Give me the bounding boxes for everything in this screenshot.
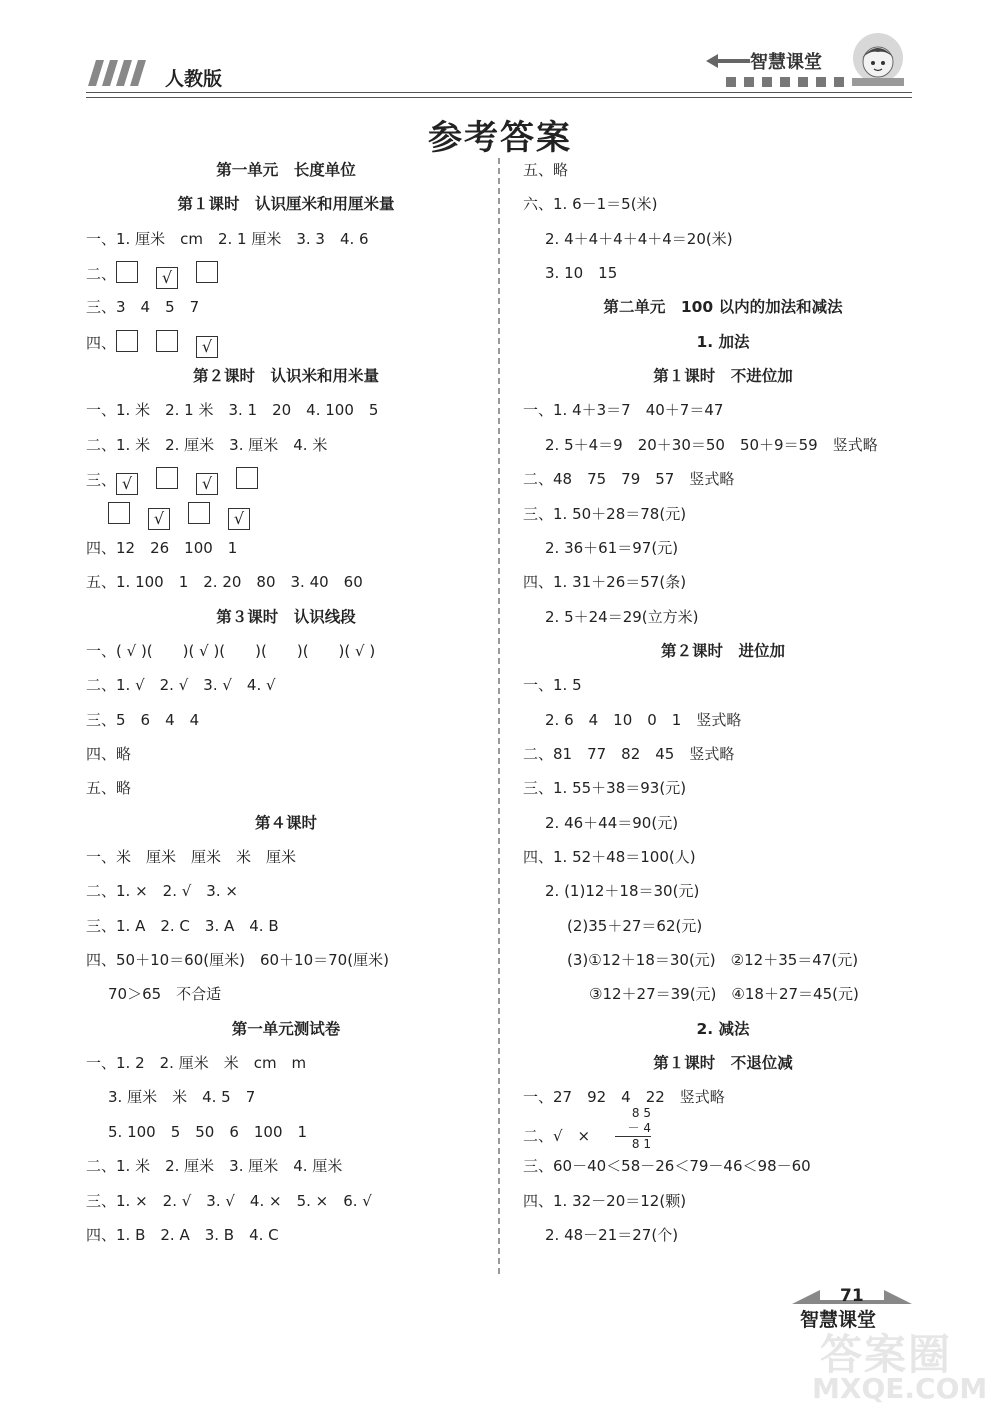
answer-line: 三、5 6 4 4 xyxy=(86,710,200,729)
answer-line: 一、27 92 4 22 竖式略 xyxy=(523,1088,725,1107)
answer-line: 2. 36＋61＝97(元) xyxy=(545,538,679,557)
header-rule xyxy=(86,92,912,98)
answer-label: 二、 xyxy=(86,265,117,284)
answer-line: 2. 4＋4＋4＋4＋4＝20(米) xyxy=(545,229,733,248)
answer-line: 2. 48－21＝27(个) xyxy=(545,1225,679,1244)
answer-line: 2. 6 4 10 0 1 竖式略 xyxy=(545,710,742,729)
answer-line: (2)35＋27＝62(元) xyxy=(567,916,703,935)
header-brand: 智慧课堂 xyxy=(750,52,822,73)
answer-line: 2. (1)12＋18＝30(元) xyxy=(545,882,700,901)
section-heading: 第３课时 认识线段 xyxy=(216,607,356,626)
arrow-left-icon xyxy=(706,54,750,68)
answer-box xyxy=(156,330,178,352)
answer-line: 一、米 厘米 厘米 米 厘米 xyxy=(86,848,297,866)
answer-line: 四、1. 31＋26＝57(条) xyxy=(523,573,687,592)
answer-label: 三、 xyxy=(86,471,117,490)
answer-line: 一、1. 2 2. 厘米 米 cm m xyxy=(86,1054,307,1073)
answer-box: √ xyxy=(156,267,178,289)
section-heading: 第１课时 认识厘米和用厘米量 xyxy=(177,195,395,214)
footer-brand: 智慧课堂 xyxy=(800,1309,877,1331)
vertical-calc-row: － 4 xyxy=(615,1121,651,1137)
answer-line: 五、略 xyxy=(86,779,132,798)
answer-line: 二、48 75 79 57 竖式略 xyxy=(523,470,735,489)
answer-line: 六、1. 6－1＝5(米) xyxy=(523,195,658,214)
answer-box xyxy=(236,467,258,489)
answer-line: 70＞65 不合适 xyxy=(108,985,222,1004)
answer-box xyxy=(116,330,138,352)
section-heading: 第一单元测试卷 xyxy=(231,1019,341,1038)
answer-line: 五、1. 100 1 2. 20 80 3. 40 60 xyxy=(86,573,363,592)
page-title: 参考答案 xyxy=(428,118,572,158)
answer-label: 四、 xyxy=(86,333,117,352)
answer-box: √ xyxy=(148,508,170,530)
answer-box: √ xyxy=(196,336,218,358)
section-heading: 第２课时 进位加 xyxy=(660,641,785,660)
answer-line: 二、1. 米 2. 厘米 3. 厘米 4. 米 xyxy=(86,435,328,454)
answer-line: 三、60－40＜58－26＜79－46＜98－60 xyxy=(523,1157,811,1176)
answer-line: 三、1. 55＋38＝93(元) xyxy=(523,779,687,798)
answer-line: 三、1. × 2. √ 3. √ 4. × 5. × 6. √ xyxy=(86,1191,372,1210)
answer-box xyxy=(156,467,178,489)
answer-box: √ xyxy=(196,473,218,495)
section-heading: 1. 加法 xyxy=(696,332,750,351)
answer-box xyxy=(196,261,218,283)
watermark-logo: 答案圈 xyxy=(820,1330,953,1379)
section-heading: 第１课时 不进位加 xyxy=(653,367,793,386)
decorative-squares-icon xyxy=(726,77,846,87)
answer-line: 一、1. 5 xyxy=(523,676,582,695)
answer-line: 3. 厘米 米 4. 5 7 xyxy=(108,1088,256,1107)
answer-line: 2. 5＋4＝9 20＋30＝50 50＋9＝59 竖式略 xyxy=(545,435,878,454)
checkbox-answer-row xyxy=(108,502,268,530)
answer-line: 四、1. B 2. A 3. B 4. C xyxy=(86,1225,279,1244)
column-divider xyxy=(498,158,500,1274)
answer-line: 二、81 77 82 45 竖式略 xyxy=(523,744,735,763)
answer-line: 5. 100 5 50 6 100 1 xyxy=(108,1122,308,1141)
checkbox-answer-row xyxy=(86,330,236,358)
answer-line: 二、1. × 2. √ 3. × xyxy=(86,882,238,901)
vertical-calc-row: 8 5 xyxy=(631,1105,651,1120)
mascot-girl-icon xyxy=(842,32,914,90)
section-heading: 2. 减法 xyxy=(696,1019,750,1038)
vertical-calc-row: 8 1 xyxy=(631,1136,651,1151)
answer-line: 五、略 xyxy=(523,161,569,179)
answer-line: 三、3 4 5 7 xyxy=(86,298,200,317)
answer-line: 二、1. 米 2. 厘米 3. 厘米 4. 厘米 xyxy=(86,1157,343,1176)
answer-line: ③12＋27＝39(元) ④18＋27＝45(元) xyxy=(589,985,859,1004)
answer-line: 三、1. A 2. C 3. A 4. B xyxy=(86,916,279,935)
header-stripes-icon xyxy=(88,60,158,86)
watermark-url: MXQE.COM xyxy=(812,1372,988,1405)
section-heading: 第一单元 长度单位 xyxy=(216,161,356,179)
answer-line: 二、1. √ 2. √ 3. √ 4. √ xyxy=(86,676,276,695)
edition-label: 人教版 xyxy=(165,68,223,90)
answer-box xyxy=(188,502,210,524)
answer-line: 四、略 xyxy=(86,744,132,763)
answer-box xyxy=(108,502,130,524)
answer-box: √ xyxy=(228,508,250,530)
checkbox-answer-row xyxy=(86,261,236,289)
answer-line: (3)①12＋18＝30(元) ②12＋35＝47(元) xyxy=(567,951,859,970)
section-heading: 第４课时 xyxy=(254,813,317,832)
answer-box xyxy=(116,261,138,283)
answer-line: 四、50＋10＝60(厘米) 60＋10＝70(厘米) xyxy=(86,951,389,970)
answer-line: 一、1. 4＋3＝7 40＋7＝47 xyxy=(523,401,724,420)
answer-line: 四、1. 52＋48＝100(人) xyxy=(523,848,696,866)
answer-line: 一、1. 厘米 cm 2. 1 厘米 3. 3 4. 6 xyxy=(86,229,369,248)
answer-line: 四、1. 32－20＝12(颗) xyxy=(523,1191,687,1210)
section-heading: 第１课时 不退位减 xyxy=(653,1054,793,1073)
answer-line: 2. 5＋24＝29(立方米) xyxy=(545,607,699,626)
page-number: 71 xyxy=(840,1286,864,1306)
answer-line: 3. 10 15 xyxy=(545,264,618,283)
checkbox-answer-row xyxy=(86,467,276,495)
section-heading: 第二单元 100 以内的加法和减法 xyxy=(603,298,843,317)
section-heading: 第２课时 认识米和用米量 xyxy=(192,367,379,386)
answer-line: 四、12 26 100 1 xyxy=(86,538,238,557)
answer-text: 二、√ × xyxy=(523,1126,591,1145)
answer-line: 2. 46＋44＝90(元) xyxy=(545,813,679,832)
answer-line: 三、1. 50＋28＝78(元) xyxy=(523,504,687,523)
answer-box: √ xyxy=(116,473,138,495)
vertical-calculation xyxy=(615,1106,651,1152)
answer-line: 一、( √ )( )( √ )( )( )( )( √ ) xyxy=(86,641,376,660)
answer-line: 一、1. 米 2. 1 米 3. 1 20 4. 100 5 xyxy=(86,401,379,420)
